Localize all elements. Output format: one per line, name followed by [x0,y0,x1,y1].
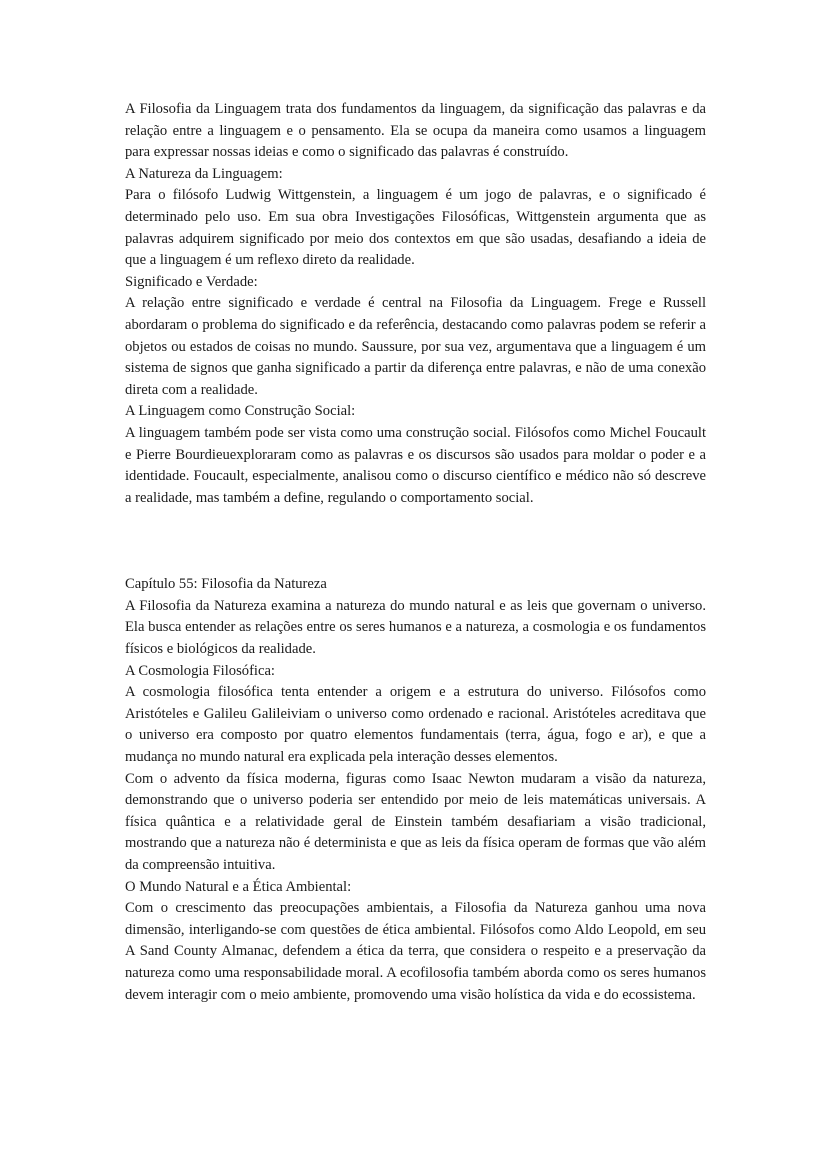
heading-construcao-social: A Linguagem como Construção Social: [125,403,356,420]
section-filosofia-natureza [125,574,706,1006]
heading-natureza-linguagem: A Natureza da Linguagem: [125,165,283,182]
paragraph-natureza-linguagem: Para o filósofo Ludwig Wittgenstein, a linguagem é um jogo de palavras, e o significado é determinado pelo uso. Em sua obra Investigações Filosóficas, Wittgenstein argumenta que as palavras adquirem significado por meio dos contextos em que são usadas, desafiando a ideia de que a linguagem é um reflexo direto da realidade. [125,187,706,269]
heading-significado-verdade: Significado e Verdade: [125,273,258,290]
paragraph-significado-verdade: A relação entre significado e verdade é central na Filosofia da Linguagem. Frege e Russell abordaram o problema do significado e da referência, destacando como palavras podem se referir a objetos ou estados de coisas no mundo. Saussure, por sua vez, argumentava que a linguagem é um sistema de signos que ganha significado a partir da diferença entre palavras, e não de uma conexão direta com a realidade. [125,295,706,398]
paragraph-fisica-moderna: Com o advento da física moderna, figuras como Isaac Newton mudaram a visão da natureza, demonstrando que o universo poderia ser entendido por meio de leis matemáticas universais. A física quântica e a relatividade geral de Einstein também desafiariam a visão tradicional, mostrando que a natureza não é determinista e que as leis da física operam de formas que vão além da compreensão intuitiva. [125,770,706,873]
paragraph-construcao-social: A linguagem também pode ser vista como uma construção social. Filósofos como Michel Foucault e Pierre Bourdieuexploraram como as palavras e os discursos são usados para moldar o poder e a identidade. Foucault, especialmente, analisou como o discurso científico e médico não só descreve a realidade, mas também a define, regulando o comportamento social. [125,424,706,506]
paragraph-cosmologia: A cosmologia filosófica tenta entender a origem e a estrutura do universo. Filósofos como Aristóteles e Galileu Galileiviam o universo como ordenado e racional. Aristóteles acreditava que o universo era composto por quatro elementos fundamentais (terra, água, fogo e ar), e que a mudança no mundo natural era explicada pela interação desses elementos. [125,684,706,766]
section-spacer [125,509,706,574]
section-filosofia-linguagem [125,99,706,509]
chapter-title: Capítulo 55: Filosofia da Natureza [125,576,327,593]
heading-etica-ambiental: O Mundo Natural e a Ética Ambiental: [125,878,352,895]
heading-cosmologia: A Cosmologia Filosófica: [125,662,275,679]
intro-paragraph: A Filosofia da Linguagem trata dos fundamentos da linguagem, da significação das palavras e da relação entre a linguagem e o pensamento. Ela se ocupa da maneira como usamos a linguagem para expressar nossas ideias e como o significado das palavras é construído. [125,101,706,161]
paragraph-etica-ambiental: Com o crescimento das preocupações ambientais, a Filosofia da Natureza ganhou uma nova dimensão, interligando-se com questões de ética ambiental. Filósofos como Aldo Leopold, em seu A Sand County Almanac, defendem a ética da terra, que considera o respeito e a preservação da natureza como uma responsabilidade moral. A ecofilosofia também aborda como os seres humanos devem interagir com o meio ambiente, promovendo uma visão holística da vida e do ecossistema. [125,900,706,1003]
document-page [125,99,706,1006]
intro-paragraph: A Filosofia da Natureza examina a natureza do mundo natural e as leis que governam o universo. Ela busca entender as relações entre os seres humanos e a natureza, a cosmologia e os fundamentos físicos e biológicos da realidade. [125,597,706,658]
